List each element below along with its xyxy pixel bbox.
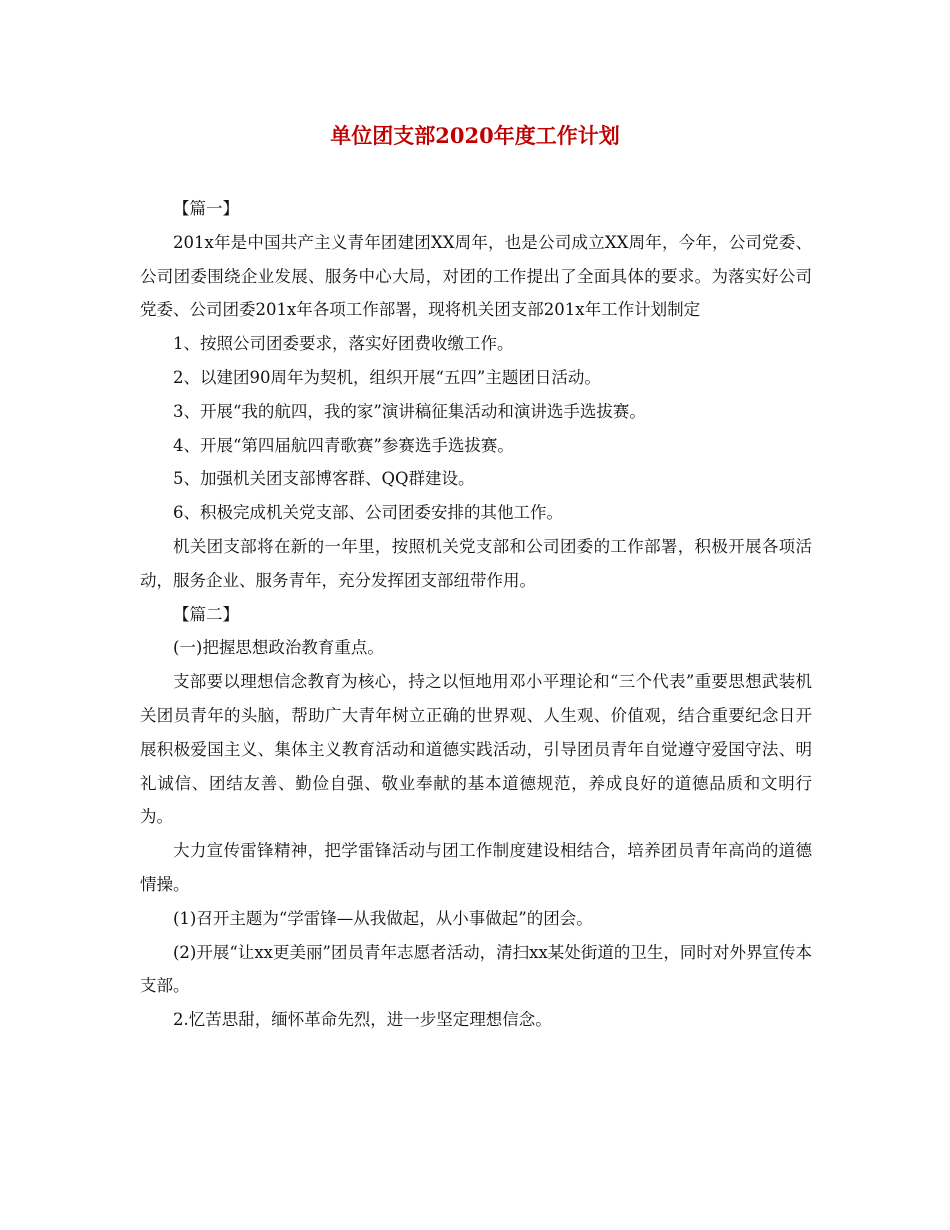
paragraph: 支部要以理想信念教育为核心，持之以恒地用邓小平理论和“三个代表”重要思想武装机关团员青年的头脑，帮助广大青年树立正确的世界观、人生观、价值观，结合重要纪念日开展积极爱国主义、集体主义教育活动和道德实践活动，引导团员青年自觉遵守爱国守法、明礼诚信、团结友善、勤俭自强、敬业奉献的基本道德规范，养成良好的道德品质和文明行为。 bbox=[140, 672, 812, 827]
paragraph: 大力宣传雷锋精神，把学雷锋活动与团工作制度建设相结合，培养团员青年高尚的道德情操。 bbox=[140, 841, 812, 894]
list-item: 2、以建团90周年为契机，组织开展“五四”主题团日活动。 bbox=[173, 367, 601, 387]
list-item: 5、加强机关团支部博客群、QQ群建设。 bbox=[173, 469, 475, 489]
list-item: (2)开展“让xx更美丽”团员青年志愿者活动，清扫xx某处街道的卫生，同时对外界宣传本支部。 bbox=[140, 942, 812, 996]
list-item: 2.忆苦思甜，缅怀革命先烈，进一步坚定理想信念。 bbox=[173, 1010, 552, 1030]
section-heading-2: 【篇二】 bbox=[173, 604, 239, 624]
subheading: (一)把握思想政治教育重点。 bbox=[173, 638, 384, 658]
list-item: (1)召开主题为“学雷锋—从我做起，从小事做起”的团会。 bbox=[173, 908, 593, 928]
list-item: 3、开展“我的航四，我的家”演讲稿征集活动和演讲选手选拔赛。 bbox=[173, 401, 646, 421]
document-body bbox=[140, 192, 812, 1037]
document-title: 单位团支部2020年度工作计划 bbox=[330, 123, 620, 148]
list-item: 4、开展“第四届航四青歌赛”参赛选手选拔赛。 bbox=[173, 435, 514, 455]
paragraph: 机关团支部将在新的一年里，按照机关党支部和公司团委的工作部署，积极开展各项活动，服务企业、服务青年，充分发挥团支部纽带作用。 bbox=[140, 536, 812, 590]
list-item: 1、按照公司团委要求，落实好团费收缴工作。 bbox=[173, 334, 514, 354]
paragraph: 201x年是中国共产主义青年团建团XX周年，也是公司成立XX周年，今年，公司党委、公司团委围绕企业发展、服务中心大局，对团的工作提出了全面具体的要求。为落实好公司党委、公司团委201x年各项工作部署，现将机关团支部201x年工作计划制定 bbox=[140, 232, 812, 320]
list-item: 6、积极完成机关党支部、公司团委安排的其他工作。 bbox=[173, 503, 563, 523]
section-heading-1: 【篇一】 bbox=[173, 199, 239, 218]
